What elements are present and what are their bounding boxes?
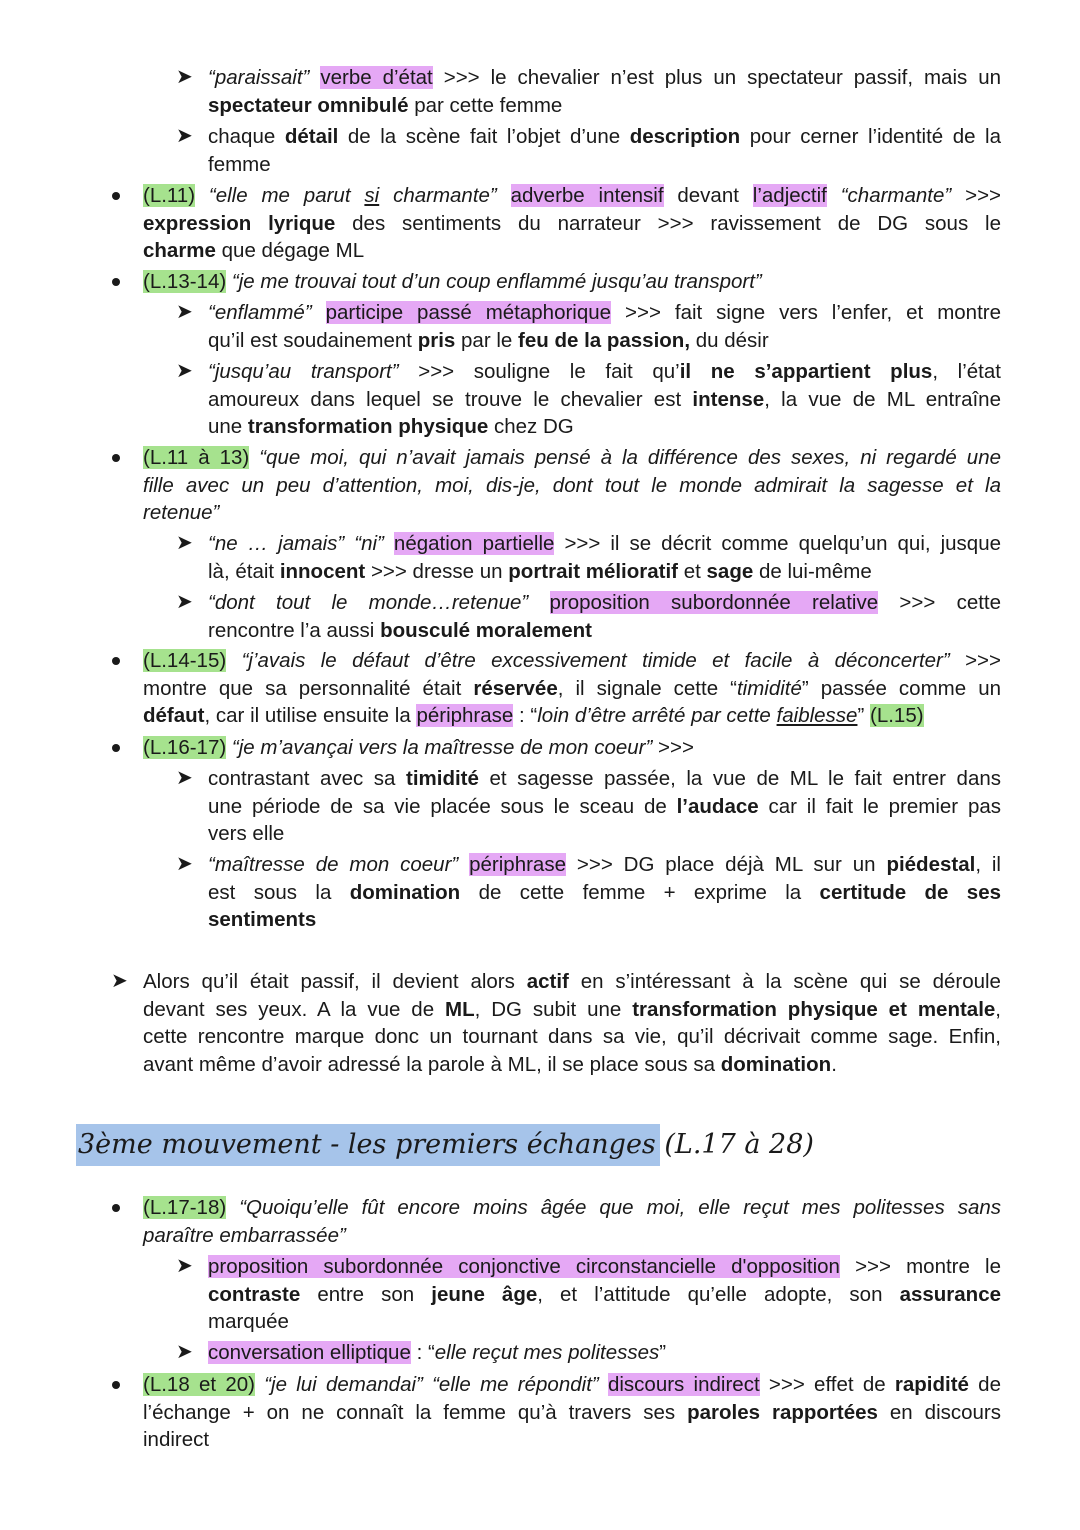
sub-bullet-elliptique: conversation elliptique : “elle reçut mes politesses”: [208, 1341, 667, 1364]
bullet-dot-icon: [112, 744, 120, 752]
bullet-l11: (L.11) “elle me parut si charmante” adverbe intensif devant l’adjectif “charmante” >>> expression lyrique des sentiments du narrateur >>> ravissement de DG sous le charme que dégage ML: [143, 184, 1002, 262]
sub-bullet-paraissait: “paraissait” verbe d’état >>> le chevalier n’est plus un spectateur passif, mais un spectateur omnibulé par cette femme: [208, 66, 1002, 117]
arrow-bullet-icon: ➤: [176, 767, 193, 789]
bullet-l18-20: (L.18 et 20) “je lui demandai” “elle me répondit” discours indirect >>> effet de rapidité de l’échange + on ne connaît la femme qu’à travers ses paroles rapportées en discours indirect: [143, 1373, 1002, 1451]
arrow-bullet-icon: ➤: [176, 853, 193, 875]
arrow-bullet-icon: ➤: [176, 360, 193, 382]
arrow-bullet-icon: ➤: [176, 1255, 193, 1277]
bullet-dot-icon: [112, 657, 120, 665]
bullet-l17-18: (L.17-18) “Quoiqu’elle fût encore moins âgée que moi, elle reçut mes politesses sans paraître embarrassée”: [143, 1196, 1001, 1247]
arrow-bullet-icon: ➤: [111, 970, 128, 992]
sub-bullet-enflamme: “enflammé” participe passé métaphorique >>> fait signe vers l’enfer, et montre qu’il est soudainement pris par le feu de la passion, du désir: [208, 301, 1001, 352]
conclusion-paragraph: Alors qu’il était passif, il devient alors actif en s’intéressant à la scène qui se déroule devant ses yeux. A la vue de ML, DG subit une transformation physique et mentale, cette rencontre marque donc un tournant dans sa vie, qu’il décrivait comme sage. Enfin, avant même d’avoir adressé la parole à ML, il se place sous sa domination.: [143, 970, 1001, 1076]
bullet-l14-15: (L.14-15) “j’avais le défaut d’être excessivement timide et facile à déconcerter” >>> montre que sa personnalité était réservée, il signale cette “timidité” passée comme un défaut, car il utilise ensuite la périphrase : “loin d’être arrêté par cette faiblesse” (L.15): [143, 649, 1001, 727]
arrow-bullet-icon: ➤: [176, 1341, 193, 1363]
sub-bullet-maitresse: “maîtresse de mon coeur” périphrase >>> DG place déjà ML sur un piédestal, il est sous la domination de cette femme + exprime la certitude de ses sentiments: [208, 853, 1001, 931]
bullet-dot-icon: [112, 1381, 120, 1389]
arrow-bullet-icon: ➤: [176, 532, 193, 554]
bullet-l16-17: (L.16-17) “je m’avançai vers la maîtresse de mon coeur” >>>: [143, 736, 694, 759]
bullet-l13-14: (L.13-14) “je me trouvai tout d’un coup enflammé jusqu’au transport”: [143, 270, 762, 293]
sub-bullet-transport: “jusqu’au transport” >>> souligne le fait qu’il ne s’appartient plus, l’état amoureux dans lequel se trouve le chevalier est intense, la vue de ML entraîne une transformation physique chez DG: [208, 360, 1001, 438]
bullet-dot-icon: [112, 454, 120, 462]
sub-bullet-opposition: proposition subordonnée conjonctive circonstancielle d'opposition >>> montre le contraste entre son jeune âge, et l’attitude qu’elle adopte, son assurance marquée: [208, 1255, 1001, 1333]
sub-bullet-negation: “ne … jamais” “ni” négation partielle >>> il se décrit comme quelqu’un qui, jusque là, était innocent >>> dresse un portrait mélioratif et sage de lui-même: [208, 532, 1001, 583]
sub-bullet-detail: chaque détail de la scène fait l’objet d’une description pour cerner l’identité de la femme: [208, 125, 1001, 176]
arrow-bullet-icon: ➤: [176, 66, 193, 88]
bullet-l11-13: (L.11 à 13) “que moi, qui n’avait jamais pensé à la différence des sexes, ni regardé une fille avec un peu d’attention, moi, dis-je, dont tout le monde admirait la sagesse et la retenue”: [143, 446, 1001, 524]
sub-bullet-contrastant: contrastant avec sa timidité et sagesse passée, la vue de ML le fait entrer dans une période de sa vie placée sous le sceau de l’audace car il fait le premier pas vers elle: [208, 767, 1001, 845]
bullet-dot-icon: [112, 278, 120, 286]
bullet-dot-icon: [112, 192, 120, 200]
sub-bullet-relative: “dont tout le monde…retenue” proposition subordonnée relative >>> cette rencontre l’a aussi bousculé moralement: [208, 591, 1002, 642]
arrow-bullet-icon: ➤: [176, 125, 193, 147]
section-heading: 3ème mouvement - les premiers échanges (L.17 à 28): [76, 1124, 660, 1166]
arrow-bullet-icon: ➤: [176, 301, 193, 323]
arrow-bullet-icon: ➤: [176, 591, 193, 613]
bullet-dot-icon: [112, 1204, 120, 1212]
